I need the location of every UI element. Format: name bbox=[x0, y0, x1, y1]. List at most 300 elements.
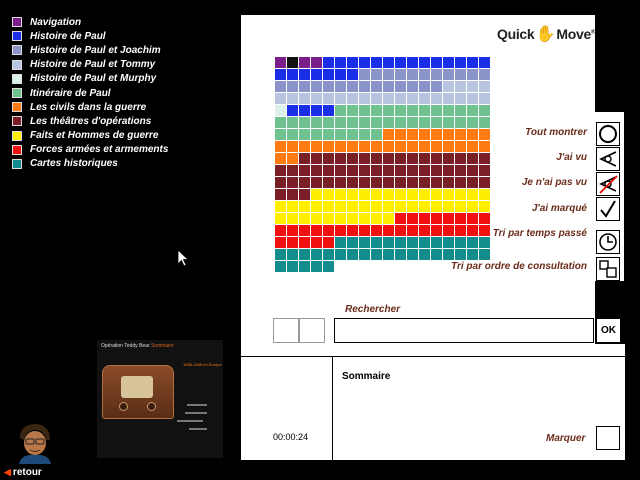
grid-cell[interactable] bbox=[407, 189, 418, 200]
legend-item[interactable] bbox=[12, 72, 168, 86]
grid-cell[interactable] bbox=[407, 117, 418, 128]
grid-cell[interactable] bbox=[371, 117, 382, 128]
grid-cell[interactable] bbox=[383, 69, 394, 80]
grid-cell[interactable] bbox=[359, 249, 370, 260]
grid-cell[interactable] bbox=[479, 201, 490, 212]
grid-cell[interactable] bbox=[419, 93, 430, 104]
grid-cell[interactable] bbox=[335, 81, 346, 92]
grid-cell[interactable] bbox=[479, 129, 490, 140]
filter-button[interactable] bbox=[596, 197, 620, 221]
grid-cell[interactable] bbox=[275, 93, 286, 104]
grid-cell[interactable] bbox=[323, 57, 334, 68]
grid-cell[interactable] bbox=[287, 57, 298, 68]
grid-cell[interactable] bbox=[383, 225, 394, 236]
grid-cell[interactable] bbox=[323, 165, 334, 176]
filter-label[interactable]: J'ai marqué bbox=[531, 203, 587, 214]
grid-cell[interactable] bbox=[383, 201, 394, 212]
grid-cell[interactable] bbox=[371, 57, 382, 68]
grid-cell[interactable] bbox=[395, 153, 406, 164]
grid-cell[interactable] bbox=[323, 129, 334, 140]
grid-cell[interactable] bbox=[467, 81, 478, 92]
grid-cell[interactable] bbox=[467, 201, 478, 212]
grid-cell[interactable] bbox=[299, 237, 310, 248]
grid-cell[interactable] bbox=[443, 213, 454, 224]
grid-cell[interactable] bbox=[275, 189, 286, 200]
grid-cell[interactable] bbox=[443, 69, 454, 80]
grid-cell[interactable] bbox=[335, 225, 346, 236]
grid-cell[interactable] bbox=[359, 117, 370, 128]
grid-cell[interactable] bbox=[395, 249, 406, 260]
grid-cell[interactable] bbox=[467, 129, 478, 140]
grid-cell[interactable] bbox=[335, 237, 346, 248]
grid-cell[interactable] bbox=[395, 69, 406, 80]
grid-cell[interactable] bbox=[407, 93, 418, 104]
grid-cell[interactable] bbox=[431, 189, 442, 200]
grid-cell[interactable] bbox=[275, 81, 286, 92]
mark-button[interactable] bbox=[596, 426, 620, 450]
grid-cell[interactable] bbox=[323, 141, 334, 152]
grid-cell[interactable] bbox=[443, 117, 454, 128]
grid-cell[interactable] bbox=[371, 93, 382, 104]
grid-cell[interactable] bbox=[371, 129, 382, 140]
legend-item[interactable] bbox=[12, 43, 168, 57]
grid-cell[interactable] bbox=[431, 117, 442, 128]
legend-item[interactable] bbox=[12, 29, 168, 43]
grid-cell[interactable] bbox=[383, 165, 394, 176]
grid-cell[interactable] bbox=[455, 93, 466, 104]
grid-cell[interactable] bbox=[395, 81, 406, 92]
grid-cell[interactable] bbox=[347, 93, 358, 104]
grid-cell[interactable] bbox=[335, 117, 346, 128]
grid-cell[interactable] bbox=[479, 213, 490, 224]
grid-cell[interactable] bbox=[371, 69, 382, 80]
grid-cell[interactable] bbox=[311, 213, 322, 224]
grid-cell[interactable] bbox=[287, 153, 298, 164]
grid-cell[interactable] bbox=[323, 201, 334, 212]
grid-cell[interactable] bbox=[347, 225, 358, 236]
grid-cell[interactable] bbox=[455, 153, 466, 164]
grid-cell[interactable] bbox=[335, 93, 346, 104]
grid-cell[interactable] bbox=[455, 165, 466, 176]
grid-cell[interactable] bbox=[275, 177, 286, 188]
grid-cell[interactable] bbox=[395, 129, 406, 140]
grid-cell[interactable] bbox=[407, 249, 418, 260]
grid-cell[interactable] bbox=[467, 57, 478, 68]
grid-cell[interactable] bbox=[371, 201, 382, 212]
grid-cell[interactable] bbox=[323, 81, 334, 92]
grid-cell[interactable] bbox=[479, 249, 490, 260]
grid-cell[interactable] bbox=[383, 153, 394, 164]
grid-cell[interactable] bbox=[323, 117, 334, 128]
grid-cell[interactable] bbox=[287, 69, 298, 80]
grid-cell[interactable] bbox=[419, 201, 430, 212]
preview-thumbnail[interactable] bbox=[97, 340, 223, 458]
grid-cell[interactable] bbox=[347, 213, 358, 224]
grid-cell[interactable] bbox=[323, 69, 334, 80]
grid-cell[interactable] bbox=[299, 81, 310, 92]
grid-cell[interactable] bbox=[395, 117, 406, 128]
grid-cell[interactable] bbox=[431, 177, 442, 188]
grid-cell[interactable] bbox=[287, 129, 298, 140]
grid-cell[interactable] bbox=[299, 105, 310, 116]
grid-cell[interactable] bbox=[443, 237, 454, 248]
grid-cell[interactable] bbox=[419, 225, 430, 236]
grid-cell[interactable] bbox=[407, 69, 418, 80]
grid-cell[interactable] bbox=[335, 57, 346, 68]
grid-cell[interactable] bbox=[335, 201, 346, 212]
grid-cell[interactable] bbox=[311, 249, 322, 260]
grid-cell[interactable] bbox=[299, 117, 310, 128]
grid-cell[interactable] bbox=[455, 177, 466, 188]
filter-button[interactable] bbox=[596, 172, 620, 196]
grid-cell[interactable] bbox=[299, 177, 310, 188]
search-input[interactable] bbox=[334, 318, 594, 343]
filter-button[interactable] bbox=[596, 122, 620, 146]
grid-cell[interactable] bbox=[467, 177, 478, 188]
grid-cell[interactable] bbox=[443, 141, 454, 152]
grid-cell[interactable] bbox=[311, 189, 322, 200]
grid-cell[interactable] bbox=[431, 249, 442, 260]
grid-cell[interactable] bbox=[407, 225, 418, 236]
grid-cell[interactable] bbox=[347, 201, 358, 212]
grid-cell[interactable] bbox=[383, 117, 394, 128]
grid-cell[interactable] bbox=[419, 189, 430, 200]
grid-cell[interactable] bbox=[443, 93, 454, 104]
grid-cell[interactable] bbox=[299, 165, 310, 176]
grid-cell[interactable] bbox=[299, 213, 310, 224]
grid-cell[interactable] bbox=[431, 81, 442, 92]
grid-cell[interactable] bbox=[299, 69, 310, 80]
grid-cell[interactable] bbox=[335, 129, 346, 140]
grid-cell[interactable] bbox=[443, 189, 454, 200]
grid-cell[interactable] bbox=[275, 57, 286, 68]
filter-button[interactable] bbox=[596, 230, 620, 254]
grid-cell[interactable] bbox=[323, 177, 334, 188]
grid-cell[interactable] bbox=[383, 177, 394, 188]
grid-cell[interactable] bbox=[407, 105, 418, 116]
grid-cell[interactable] bbox=[395, 201, 406, 212]
grid-cell[interactable] bbox=[275, 213, 286, 224]
grid-cell[interactable] bbox=[431, 57, 442, 68]
grid-cell[interactable] bbox=[335, 189, 346, 200]
grid-cell[interactable] bbox=[455, 129, 466, 140]
grid-cell[interactable] bbox=[455, 189, 466, 200]
grid-cell[interactable] bbox=[419, 117, 430, 128]
grid-cell[interactable] bbox=[359, 237, 370, 248]
grid-cell[interactable] bbox=[383, 213, 394, 224]
grid-cell[interactable] bbox=[407, 141, 418, 152]
ok-button[interactable]: OK bbox=[596, 318, 621, 343]
grid-cell[interactable] bbox=[431, 93, 442, 104]
grid-cell[interactable] bbox=[347, 129, 358, 140]
grid-cell[interactable] bbox=[383, 189, 394, 200]
grid-cell[interactable] bbox=[407, 153, 418, 164]
grid-cell[interactable] bbox=[323, 249, 334, 260]
grid-cell[interactable] bbox=[479, 57, 490, 68]
grid-cell[interactable] bbox=[407, 57, 418, 68]
grid-cell[interactable] bbox=[443, 81, 454, 92]
grid-cell[interactable] bbox=[479, 93, 490, 104]
legend-item[interactable] bbox=[12, 157, 168, 171]
grid-cell[interactable] bbox=[347, 141, 358, 152]
grid-cell[interactable] bbox=[371, 81, 382, 92]
grid-cell[interactable] bbox=[335, 153, 346, 164]
grid-cell[interactable] bbox=[395, 177, 406, 188]
grid-cell[interactable] bbox=[443, 249, 454, 260]
grid-cell[interactable] bbox=[383, 93, 394, 104]
grid-cell[interactable] bbox=[383, 105, 394, 116]
grid-cell[interactable] bbox=[311, 69, 322, 80]
grid-cell[interactable] bbox=[455, 117, 466, 128]
grid-cell[interactable] bbox=[395, 237, 406, 248]
grid-cell[interactable] bbox=[347, 69, 358, 80]
grid-cell[interactable] bbox=[311, 165, 322, 176]
grid-cell[interactable] bbox=[347, 237, 358, 248]
grid-cell[interactable] bbox=[311, 153, 322, 164]
grid-cell[interactable] bbox=[419, 105, 430, 116]
grid-cell[interactable] bbox=[443, 105, 454, 116]
grid-cell[interactable] bbox=[419, 81, 430, 92]
grid-cell[interactable] bbox=[431, 105, 442, 116]
grid-cell[interactable] bbox=[407, 237, 418, 248]
grid-cell[interactable] bbox=[467, 237, 478, 248]
grid-cell[interactable] bbox=[443, 201, 454, 212]
grid-cell[interactable] bbox=[431, 129, 442, 140]
filter-label[interactable]: J'ai vu bbox=[556, 152, 587, 163]
grid-cell[interactable] bbox=[383, 237, 394, 248]
grid-cell[interactable] bbox=[383, 57, 394, 68]
grid-cell[interactable] bbox=[371, 105, 382, 116]
grid-cell[interactable] bbox=[455, 201, 466, 212]
grid-cell[interactable] bbox=[479, 81, 490, 92]
grid-cell[interactable] bbox=[455, 249, 466, 260]
grid-cell[interactable] bbox=[479, 105, 490, 116]
grid-cell[interactable] bbox=[323, 105, 334, 116]
grid-cell[interactable] bbox=[395, 93, 406, 104]
legend-item[interactable] bbox=[12, 143, 168, 157]
grid-cell[interactable] bbox=[455, 225, 466, 236]
grid-cell[interactable] bbox=[395, 213, 406, 224]
legend-item[interactable] bbox=[12, 100, 168, 114]
grid-cell[interactable] bbox=[359, 177, 370, 188]
grid-cell[interactable] bbox=[431, 237, 442, 248]
grid-cell[interactable] bbox=[275, 141, 286, 152]
grid-cell[interactable] bbox=[287, 141, 298, 152]
grid-cell[interactable] bbox=[299, 201, 310, 212]
grid-cell[interactable] bbox=[371, 153, 382, 164]
grid-cell[interactable] bbox=[419, 165, 430, 176]
grid-cell[interactable] bbox=[323, 261, 334, 272]
grid-cell[interactable] bbox=[287, 81, 298, 92]
grid-cell[interactable] bbox=[371, 177, 382, 188]
grid-cell[interactable] bbox=[371, 213, 382, 224]
grid-cell[interactable] bbox=[359, 213, 370, 224]
grid-cell[interactable] bbox=[335, 249, 346, 260]
grid-cell[interactable] bbox=[455, 237, 466, 248]
grid-cell[interactable] bbox=[359, 129, 370, 140]
grid-cell[interactable] bbox=[419, 237, 430, 248]
grid-cell[interactable] bbox=[479, 165, 490, 176]
grid-cell[interactable] bbox=[311, 93, 322, 104]
grid-cell[interactable] bbox=[395, 141, 406, 152]
grid-cell[interactable] bbox=[323, 237, 334, 248]
filter-button[interactable] bbox=[596, 257, 620, 281]
grid-cell[interactable] bbox=[419, 177, 430, 188]
grid-cell[interactable] bbox=[299, 93, 310, 104]
grid-cell[interactable] bbox=[347, 249, 358, 260]
grid-cell[interactable] bbox=[455, 69, 466, 80]
grid-cell[interactable] bbox=[299, 129, 310, 140]
grid-cell[interactable] bbox=[323, 189, 334, 200]
grid-cell[interactable] bbox=[383, 81, 394, 92]
grid-cell[interactable] bbox=[395, 165, 406, 176]
grid-cell[interactable] bbox=[467, 105, 478, 116]
grid-cell[interactable] bbox=[467, 141, 478, 152]
grid-cell[interactable] bbox=[467, 153, 478, 164]
grid-cell[interactable] bbox=[371, 189, 382, 200]
grid-cell[interactable] bbox=[359, 57, 370, 68]
grid-cell[interactable] bbox=[335, 165, 346, 176]
grid-cell[interactable] bbox=[467, 117, 478, 128]
grid-cell[interactable] bbox=[407, 81, 418, 92]
back-button[interactable]: ◀ retour bbox=[4, 467, 42, 478]
grid-cell[interactable] bbox=[299, 189, 310, 200]
grid-cell[interactable] bbox=[287, 105, 298, 116]
grid-cell[interactable] bbox=[443, 177, 454, 188]
legend-item[interactable] bbox=[12, 114, 168, 128]
grid-cell[interactable] bbox=[431, 153, 442, 164]
grid-cell[interactable] bbox=[431, 69, 442, 80]
grid-cell[interactable] bbox=[347, 105, 358, 116]
grid-cell[interactable] bbox=[443, 129, 454, 140]
grid-cell[interactable] bbox=[359, 225, 370, 236]
grid-cell[interactable] bbox=[395, 105, 406, 116]
grid-cell[interactable] bbox=[299, 261, 310, 272]
grid-cell[interactable] bbox=[383, 249, 394, 260]
grid-cell[interactable] bbox=[443, 165, 454, 176]
legend-item[interactable] bbox=[12, 86, 168, 100]
grid-cell[interactable] bbox=[287, 201, 298, 212]
grid-cell[interactable] bbox=[479, 153, 490, 164]
grid-cell[interactable] bbox=[311, 261, 322, 272]
grid-cell[interactable] bbox=[479, 141, 490, 152]
grid-cell[interactable] bbox=[359, 165, 370, 176]
grid-cell[interactable] bbox=[419, 129, 430, 140]
grid-cell[interactable] bbox=[371, 165, 382, 176]
grid-cell[interactable] bbox=[419, 153, 430, 164]
grid-cell[interactable] bbox=[359, 69, 370, 80]
grid-cell[interactable] bbox=[479, 69, 490, 80]
grid-cell[interactable] bbox=[311, 141, 322, 152]
grid-cell[interactable] bbox=[311, 117, 322, 128]
grid-cell[interactable] bbox=[383, 141, 394, 152]
grid-cell[interactable] bbox=[299, 249, 310, 260]
grid-cell[interactable] bbox=[467, 69, 478, 80]
grid-cell[interactable] bbox=[287, 237, 298, 248]
grid-cell[interactable] bbox=[311, 57, 322, 68]
grid-cell[interactable] bbox=[311, 225, 322, 236]
grid-cell[interactable] bbox=[299, 153, 310, 164]
grid-cell[interactable] bbox=[335, 105, 346, 116]
grid-cell[interactable] bbox=[455, 81, 466, 92]
grid-cell[interactable] bbox=[431, 201, 442, 212]
grid-cell[interactable] bbox=[359, 93, 370, 104]
grid-cell[interactable] bbox=[287, 189, 298, 200]
grid-cell[interactable] bbox=[299, 141, 310, 152]
legend-item[interactable] bbox=[12, 15, 168, 29]
grid-cell[interactable] bbox=[407, 201, 418, 212]
grid-cell[interactable] bbox=[407, 177, 418, 188]
legend-item[interactable] bbox=[12, 129, 168, 143]
grid-cell[interactable] bbox=[347, 153, 358, 164]
grid-cell[interactable] bbox=[359, 105, 370, 116]
grid-cell[interactable] bbox=[275, 237, 286, 248]
grid-cell[interactable] bbox=[347, 177, 358, 188]
grid-cell[interactable] bbox=[479, 189, 490, 200]
legend-item[interactable] bbox=[12, 58, 168, 72]
grid-cell[interactable] bbox=[407, 165, 418, 176]
grid-cell[interactable] bbox=[371, 141, 382, 152]
grid-cell[interactable] bbox=[479, 117, 490, 128]
grid-cell[interactable] bbox=[287, 93, 298, 104]
grid-cell[interactable] bbox=[335, 213, 346, 224]
grid-cell[interactable] bbox=[347, 189, 358, 200]
grid-cell[interactable] bbox=[275, 153, 286, 164]
grid-cell[interactable] bbox=[287, 225, 298, 236]
grid-cell[interactable] bbox=[275, 165, 286, 176]
grid-cell[interactable] bbox=[275, 117, 286, 128]
grid-cell[interactable] bbox=[347, 117, 358, 128]
filter-label[interactable]: Tri par temps passé bbox=[492, 228, 587, 239]
grid-cell[interactable] bbox=[311, 237, 322, 248]
grid-cell[interactable] bbox=[479, 177, 490, 188]
grid-cell[interactable] bbox=[467, 225, 478, 236]
filter-label[interactable]: Tri par ordre de consultation bbox=[451, 261, 587, 272]
grid-cell[interactable] bbox=[467, 249, 478, 260]
grid-cell[interactable] bbox=[287, 177, 298, 188]
grid-cell[interactable] bbox=[443, 225, 454, 236]
grid-cell[interactable] bbox=[287, 213, 298, 224]
grid-cell[interactable] bbox=[359, 81, 370, 92]
grid-cell[interactable] bbox=[407, 129, 418, 140]
grid-cell[interactable] bbox=[323, 213, 334, 224]
grid-cell[interactable] bbox=[335, 69, 346, 80]
grid-cell[interactable] bbox=[335, 177, 346, 188]
grid-cell[interactable] bbox=[455, 213, 466, 224]
grid-cell[interactable] bbox=[359, 201, 370, 212]
grid-cell[interactable] bbox=[287, 261, 298, 272]
grid-cell[interactable] bbox=[443, 153, 454, 164]
grid-cell[interactable] bbox=[335, 141, 346, 152]
grid-cell[interactable] bbox=[395, 189, 406, 200]
grid-cell[interactable] bbox=[419, 213, 430, 224]
grid-cell[interactable] bbox=[323, 225, 334, 236]
grid-cell[interactable] bbox=[455, 57, 466, 68]
grid-cell[interactable] bbox=[395, 57, 406, 68]
grid-cell[interactable] bbox=[419, 69, 430, 80]
grid-cell[interactable] bbox=[431, 165, 442, 176]
grid-cell[interactable] bbox=[455, 141, 466, 152]
grid-cell[interactable] bbox=[311, 177, 322, 188]
filter-label[interactable]: Je n'ai pas vu bbox=[521, 177, 587, 188]
grid-cell[interactable] bbox=[359, 141, 370, 152]
grid-cell[interactable] bbox=[419, 57, 430, 68]
grid-cell[interactable] bbox=[311, 201, 322, 212]
grid-cell[interactable] bbox=[431, 213, 442, 224]
grid-cell[interactable] bbox=[383, 129, 394, 140]
grid-cell[interactable] bbox=[299, 225, 310, 236]
grid-cell[interactable] bbox=[467, 213, 478, 224]
